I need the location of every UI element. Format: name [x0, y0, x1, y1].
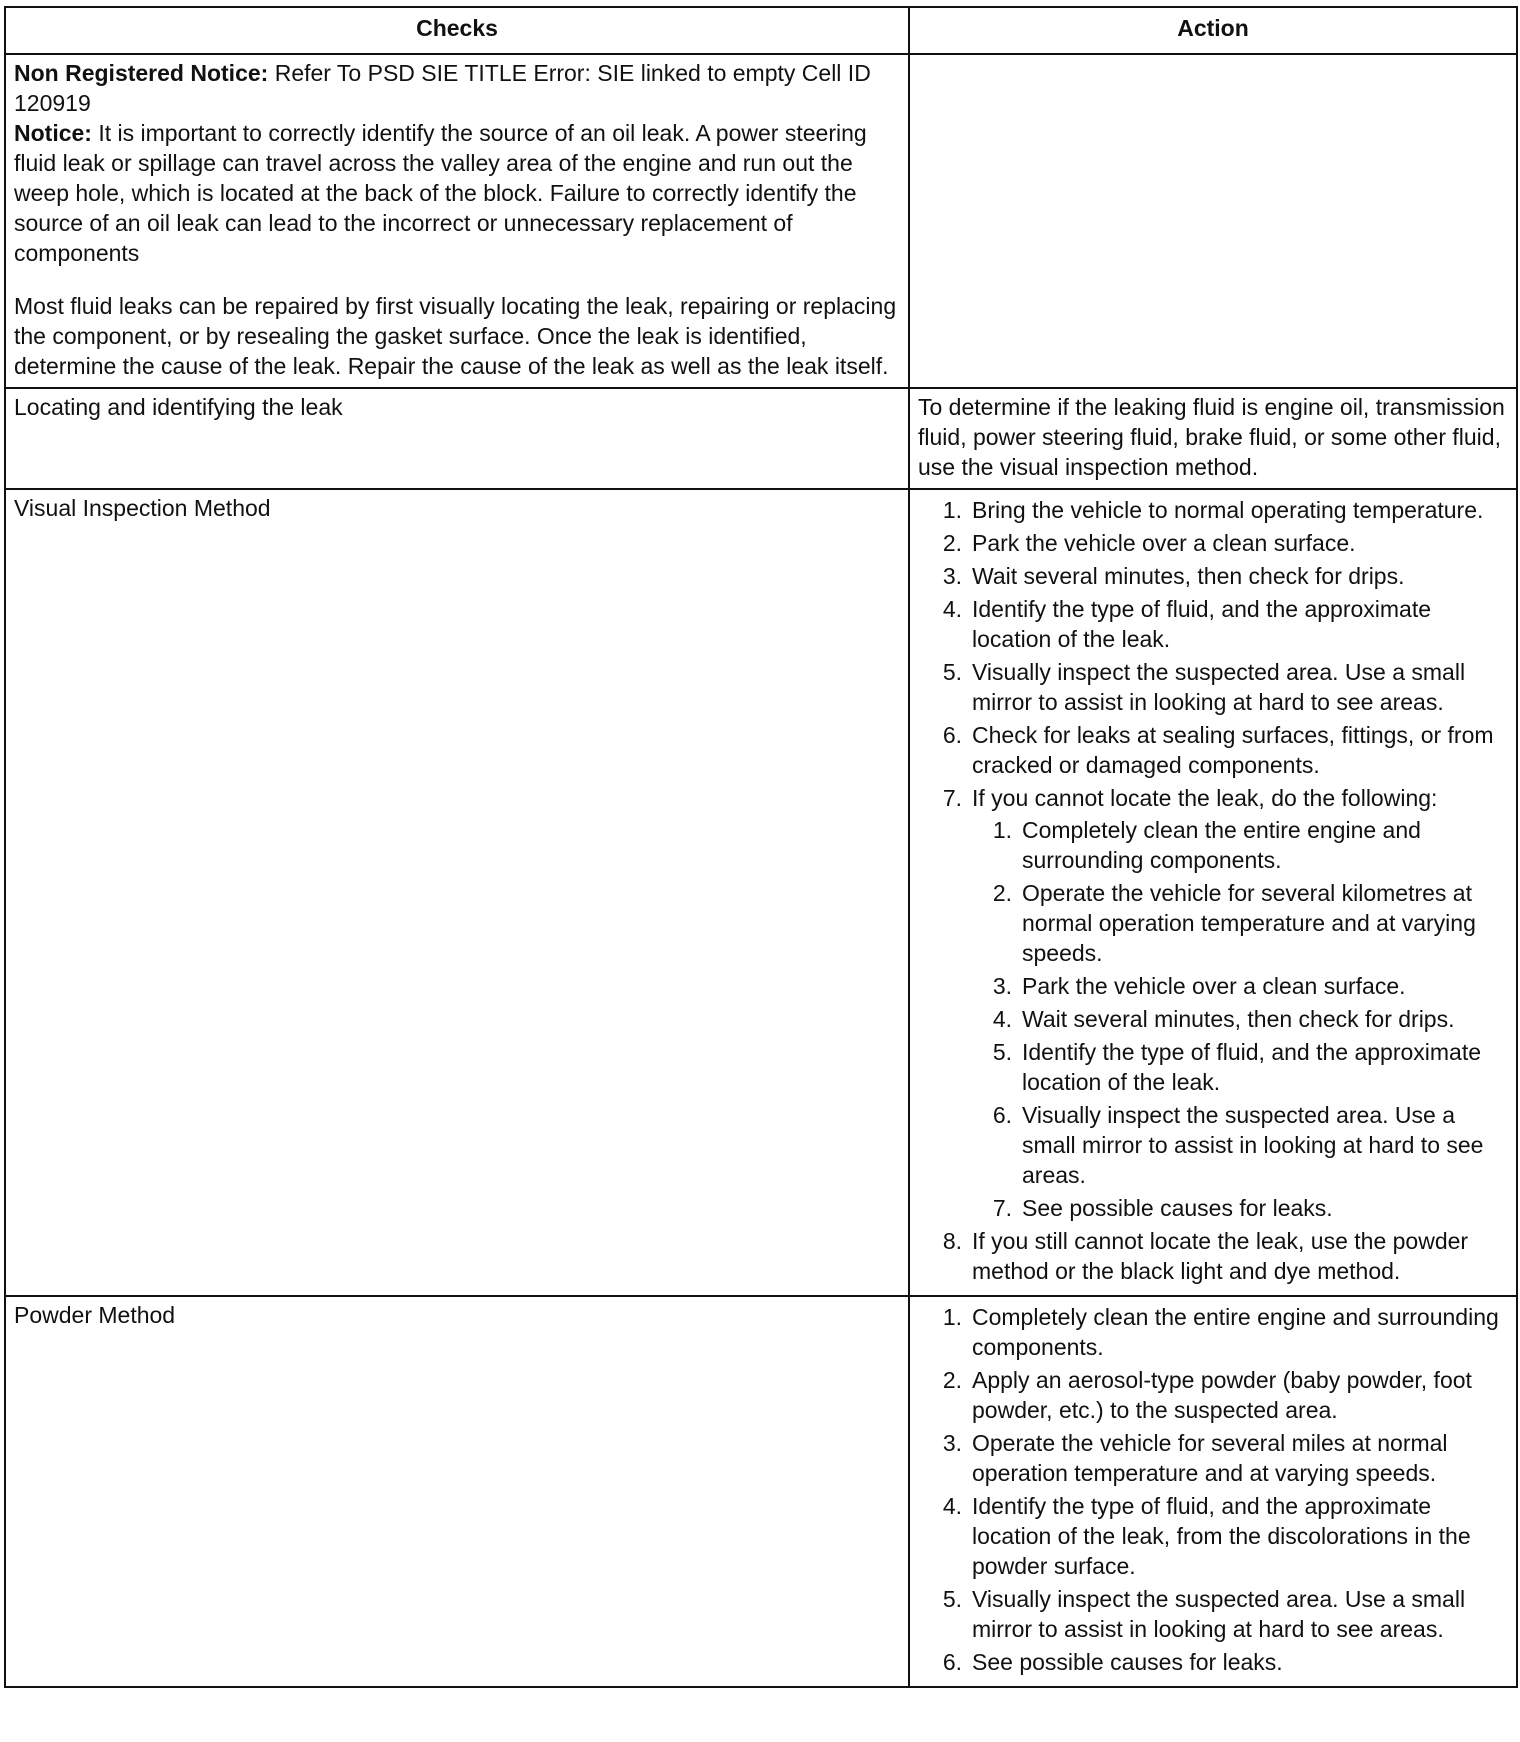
visual-substeps-list — [972, 815, 1509, 1223]
list-item — [942, 594, 1509, 654]
list-item — [992, 1004, 1509, 1034]
step-text: Apply an aerosol-type powder (baby powder, foot powder, etc.) to the suspected area. — [972, 1367, 1472, 1423]
step-text: Check for leaks at sealing surfaces, fittings, or from cracked or damaged components. — [972, 722, 1494, 778]
step-text: Identify the type of fluid, and the approximate location of the leak, from the discolorations in the powder surface. — [972, 1493, 1471, 1579]
step-text: If you cannot locate the leak, do the following: — [972, 785, 1438, 811]
list-item — [942, 720, 1509, 780]
table-row-locating — [5, 388, 1517, 489]
oil-leak-notice — [14, 118, 901, 268]
table-row-intro — [5, 54, 1517, 388]
substep-number: 6. — [992, 1102, 1012, 1128]
step-text: Bring the vehicle to normal operating temperature. — [972, 497, 1484, 523]
step-number: 1. — [942, 1304, 962, 1330]
step-text: If you still cannot locate the leak, use the powder method or the black light and dye method. — [972, 1228, 1469, 1284]
checks-header-label: Checks — [416, 15, 498, 41]
powder-action-cell — [909, 1296, 1517, 1687]
step-number: 7. — [942, 785, 962, 811]
list-item — [942, 1647, 1509, 1677]
non-registered-notice — [14, 58, 901, 118]
substep-text: Visually inspect the suspected area. Use a small mirror to assist in looking at hard to see areas. — [1022, 1102, 1484, 1188]
step-number: 3. — [942, 1430, 962, 1456]
checks-action-table — [4, 6, 1518, 1688]
step-number: 5. — [942, 1586, 962, 1612]
table-row-powder-method — [5, 1296, 1517, 1687]
list-item — [942, 657, 1509, 717]
notice-label: Notice: — [14, 120, 92, 146]
notice-text: It is important to correctly identify the source of an oil leak. A power steering fluid leak or spillage can travel across the valley area of the engine and run out the weep hole, which is located at the back of the block. Failure to correctly identify the source of an oil leak can lead to the incorrect or unnecessary replacement of components — [14, 120, 867, 266]
step-number: 4. — [942, 1493, 962, 1519]
powder-steps-list — [918, 1302, 1509, 1677]
substep-number: 4. — [992, 1006, 1012, 1032]
non-registered-notice-text: Refer To PSD SIE TITLE Error: SIE linked to empty Cell ID 120919 — [14, 60, 871, 116]
intro-action-cell — [909, 54, 1517, 388]
non-registered-notice-label: Non Registered Notice: — [14, 60, 269, 86]
powder-check-cell: Powder Method — [5, 1296, 909, 1687]
step-number: 8. — [942, 1228, 962, 1254]
list-item — [992, 878, 1509, 968]
substep-number: 7. — [992, 1195, 1012, 1221]
locating-action-cell: To determine if the leaking fluid is engine oil, transmission fluid, power steering fluid, brake fluid, or some other fluid, use the visual inspection method. — [909, 388, 1517, 489]
list-item — [992, 1193, 1509, 1223]
step-number: 1. — [942, 497, 962, 523]
step-number: 2. — [942, 1367, 962, 1393]
step-text: See possible causes for leaks. — [972, 1649, 1283, 1675]
checks-column-header — [5, 7, 909, 54]
substep-text: Park the vehicle over a clean surface. — [1022, 973, 1406, 999]
step-number: 2. — [942, 530, 962, 556]
action-header-label: Action — [1177, 15, 1249, 41]
visual-check-cell: Visual Inspection Method — [5, 489, 909, 1296]
substep-number: 2. — [992, 880, 1012, 906]
substep-number: 5. — [992, 1039, 1012, 1065]
intro-paragraph: Most fluid leaks can be repaired by first visually locating the leak, repairing or replacing the component, or by resealing the gasket surface. Once the leak is identified, determine the cause of the leak. Repair the cause of the leak as well as the leak itself. — [14, 293, 897, 379]
list-item — [942, 1584, 1509, 1644]
substep-text: Operate the vehicle for several kilometres at normal operation temperature and at varying speeds. — [1022, 880, 1476, 966]
substep-text: Identify the type of fluid, and the approximate location of the leak. — [1022, 1039, 1482, 1095]
list-item — [942, 1428, 1509, 1488]
step-text: Identify the type of fluid, and the approximate location of the leak. — [972, 596, 1432, 652]
list-item — [942, 528, 1509, 558]
intro-checks-cell — [5, 54, 909, 388]
step-text: Visually inspect the suspected area. Use a small mirror to assist in looking at hard to see areas. — [972, 659, 1466, 715]
header-row — [5, 7, 1517, 54]
list-item — [992, 971, 1509, 1001]
locating-check-cell: Locating and identifying the leak — [5, 388, 909, 489]
list-item — [992, 815, 1509, 875]
list-item — [942, 1365, 1509, 1425]
substep-number: 3. — [992, 973, 1012, 999]
table-row-visual-inspection — [5, 489, 1517, 1296]
step-number: 6. — [942, 722, 962, 748]
step-text: Operate the vehicle for several miles at normal operation temperature and at varying speeds. — [972, 1430, 1448, 1486]
step-number: 3. — [942, 563, 962, 589]
step-text: Park the vehicle over a clean surface. — [972, 530, 1356, 556]
list-item — [942, 1226, 1509, 1286]
visual-steps-list — [918, 495, 1509, 1286]
substep-number: 1. — [992, 817, 1012, 843]
substep-text: Completely clean the entire engine and surrounding components. — [1022, 817, 1421, 873]
substep-text: See possible causes for leaks. — [1022, 1195, 1333, 1221]
list-item — [942, 1302, 1509, 1362]
list-item — [992, 1037, 1509, 1097]
step-text: Visually inspect the suspected area. Use a small mirror to assist in looking at hard to see areas. — [972, 1586, 1466, 1642]
list-item — [992, 1100, 1509, 1190]
step-text: Wait several minutes, then check for drips. — [972, 563, 1405, 589]
visual-action-cell — [909, 489, 1517, 1296]
step-number: 5. — [942, 659, 962, 685]
list-item — [942, 783, 1509, 1223]
step-number: 4. — [942, 596, 962, 622]
list-item — [942, 561, 1509, 591]
list-item — [942, 1491, 1509, 1581]
step-text: Completely clean the entire engine and surrounding components. — [972, 1304, 1499, 1360]
action-column-header — [909, 7, 1517, 54]
list-item — [942, 495, 1509, 525]
substep-text: Wait several minutes, then check for drips. — [1022, 1006, 1455, 1032]
step-number: 6. — [942, 1649, 962, 1675]
